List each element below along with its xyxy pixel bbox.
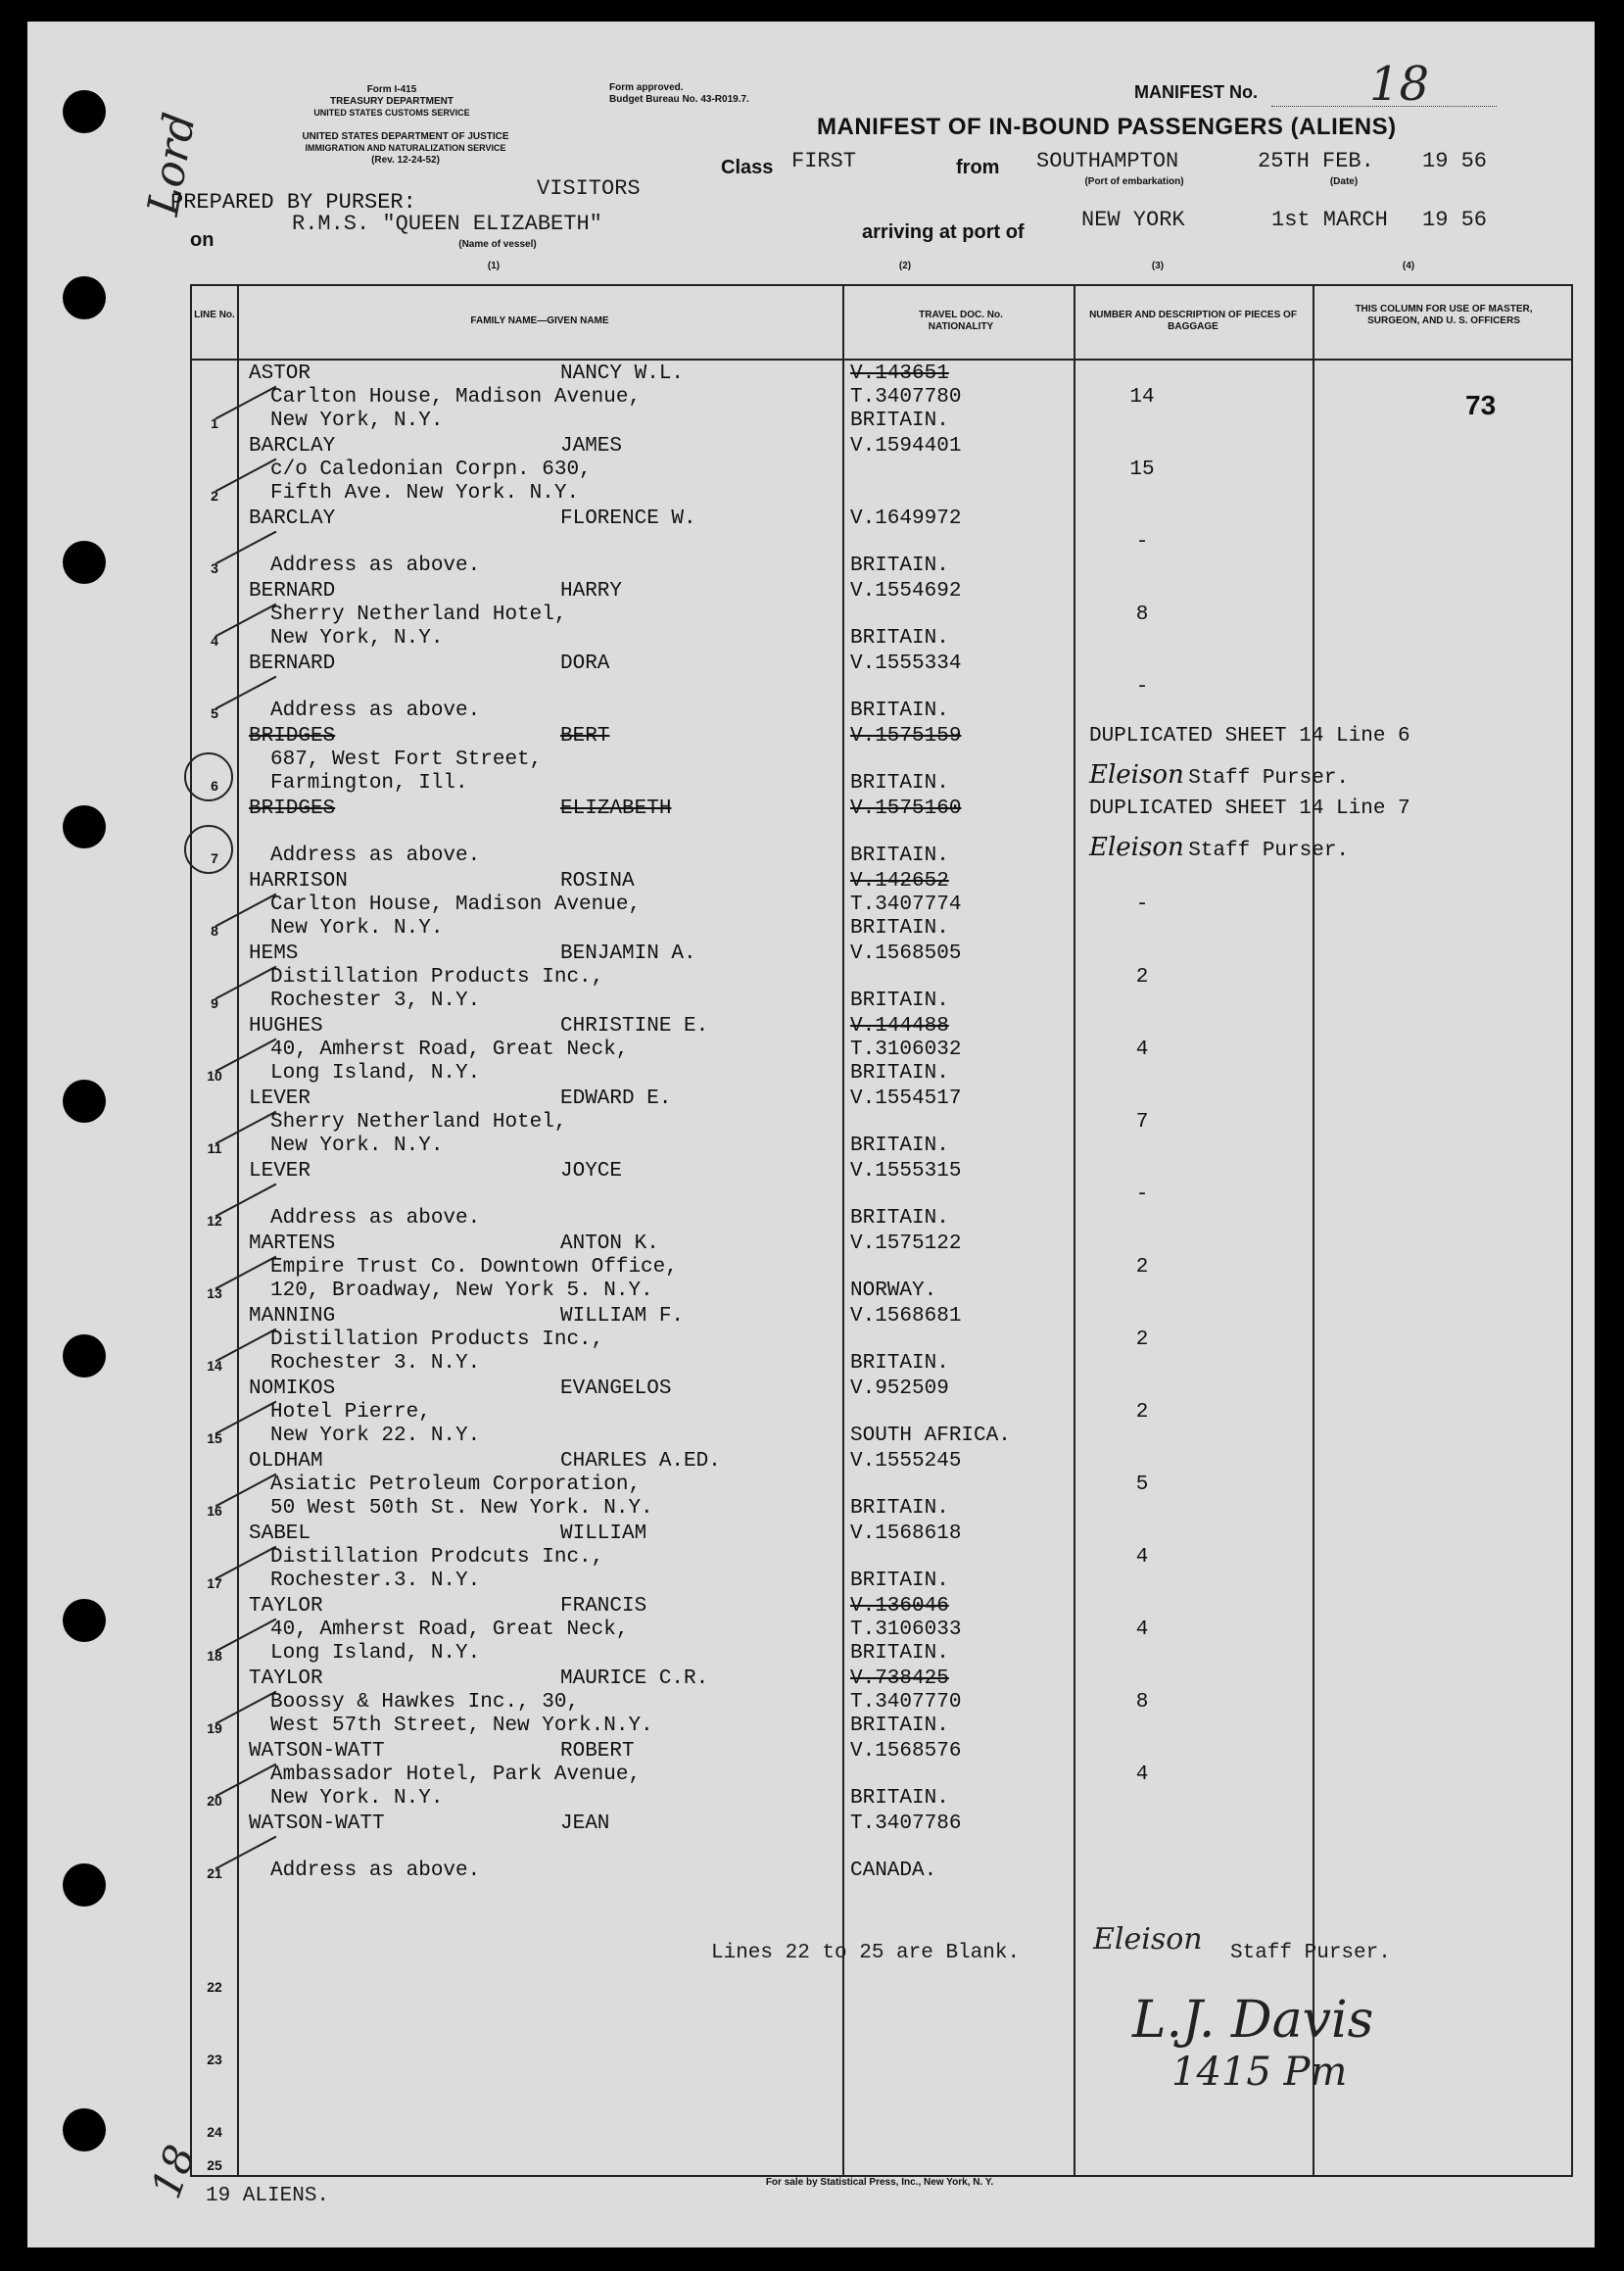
family-name: BARCLAY [249, 435, 336, 458]
punch-hole [63, 1599, 106, 1642]
struck-doc-number: V.1575160 [850, 797, 962, 820]
baggage-count: 14 [1129, 386, 1155, 409]
family-name: LEVER [249, 1087, 311, 1110]
nationality: BRITAIN. [850, 1787, 949, 1810]
table-row [192, 652, 1571, 725]
embark-date: 25TH FEB. [1258, 149, 1374, 173]
table-row [192, 1305, 1571, 1377]
on-label: on [190, 229, 215, 251]
baggage-count: - [1135, 894, 1149, 916]
table-row [192, 1740, 1571, 1812]
given-name: BENJAMIN A. [560, 942, 696, 965]
address-line-1: Boossy & Hawkes Inc., 30, [270, 1691, 580, 1714]
travel-doc-number: T.3407774 [850, 894, 962, 916]
arriving-label: arriving at port of [862, 221, 1025, 243]
baggage-count: 2 [1135, 1401, 1149, 1424]
family-name: MANNING [249, 1305, 336, 1328]
family-name: HEMS [249, 942, 299, 965]
struck-doc-number: V.1575159 [850, 725, 962, 748]
arrival-year: 19 56 [1422, 208, 1488, 232]
duplicate-note: DUPLICATED SHEET 14 Line 6 [1089, 725, 1410, 748]
struck-doc-number: V.738425 [850, 1667, 949, 1690]
address-line-2: Long Island, N.Y. [270, 1062, 481, 1085]
struck-doc-number: V.136046 [850, 1595, 949, 1618]
line-number: 2 [211, 488, 218, 504]
nationality: BRITAIN. [850, 1642, 949, 1665]
given-name: JAMES [560, 435, 623, 458]
address-line-1: Distillation Prodcuts Inc., [270, 1546, 604, 1569]
blank-line-number: 22 [207, 1979, 222, 1995]
address-line-1: c/o Caledonian Corpn. 630, [270, 459, 592, 481]
address-line-2: Address as above. [270, 700, 481, 722]
given-name: FLORENCE W. [560, 507, 696, 530]
given-name: CHRISTINE E. [560, 1015, 709, 1038]
purser-signature: Eleison [1089, 760, 1184, 790]
address-line-2: Fifth Ave. New York. N.Y. [270, 482, 580, 505]
baggage-count: 15 [1129, 459, 1155, 481]
address-line-1: Carlton House, Madison Avenue, [270, 386, 642, 409]
nationality: BRITAIN. [850, 772, 949, 795]
nationality: BRITAIN. [850, 845, 949, 867]
table-row [192, 1377, 1571, 1450]
punch-hole [63, 1334, 106, 1377]
punch-hole [63, 541, 106, 584]
prepared-by-label: PREPARED BY PURSER: [170, 190, 416, 215]
given-name: FRANCIS [560, 1595, 647, 1618]
total-aliens: 19 ALIENS. [206, 2185, 330, 2207]
table-row [192, 797, 1571, 870]
table-row [192, 1812, 1571, 1885]
officer-mark: 73 [1465, 390, 1497, 420]
travel-doc-number: T.3407770 [850, 1691, 962, 1714]
baggage-count: - [1135, 531, 1149, 554]
line-number: 18 [207, 1648, 222, 1664]
baggage-count: - [1135, 1184, 1149, 1206]
family-name: BRIDGES [249, 797, 336, 820]
travel-doc-number: T.3407780 [850, 386, 962, 409]
address-line-1: Hotel Pierre, [270, 1401, 431, 1424]
col-officers-header: THIS COLUMN FOR USE OF MASTER, SURGEON, AND U. S. OFFICERS [1355, 304, 1533, 326]
purser-title: Staff Purser. [1188, 840, 1350, 862]
nationality: BRITAIN. [850, 555, 949, 577]
printer-note: For sale by Statistical Press, Inc., New York, N. Y. [765, 2177, 994, 2188]
line-number: 17 [207, 1575, 222, 1591]
arrival-date: 1st MARCH [1271, 208, 1388, 232]
line-number: 15 [207, 1430, 222, 1446]
line-number: 1 [211, 415, 218, 431]
address-line-2: New York, N.Y. [270, 627, 444, 650]
struck-doc-number: V.1555315 [850, 1160, 962, 1183]
given-name: BERT [560, 725, 610, 748]
nationality: BRITAIN. [850, 700, 949, 722]
address-line-2: 50 West 50th St. New York. N.Y. [270, 1497, 653, 1520]
form-approved: Form approved. [609, 82, 684, 93]
family-name: TAYLOR [249, 1595, 323, 1618]
punch-hole [63, 90, 106, 133]
address-line-1: Sherry Netherland Hotel, [270, 604, 567, 626]
blank-line-number: 24 [207, 2124, 222, 2140]
family-name: MARTENS [249, 1232, 336, 1255]
line-number: 4 [211, 633, 218, 649]
vessel-note: (Name of vessel) [458, 239, 537, 250]
line-number: 7 [211, 850, 218, 866]
blank-line-number: 23 [207, 2052, 222, 2067]
class-value: FIRST [791, 149, 857, 173]
given-name: ELIZABETH [560, 797, 672, 820]
given-name: ROSINA [560, 870, 635, 893]
line-number: 20 [207, 1793, 222, 1809]
baggage-count: 8 [1135, 604, 1149, 626]
dept-immigration: IMMIGRATION AND NATURALIZATION SERVICE [305, 143, 506, 153]
baggage-count: 4 [1135, 1764, 1149, 1786]
family-name: SABEL [249, 1522, 311, 1545]
given-name: WILLIAM [560, 1522, 647, 1545]
line-number: 16 [207, 1503, 222, 1519]
purser-title: Staff Purser. [1188, 767, 1350, 790]
struck-doc-number: V.143651 [850, 362, 949, 385]
address-line-2: Address as above. [270, 555, 481, 577]
baggage-count: 4 [1135, 1039, 1149, 1061]
nationality: BRITAIN. [850, 1497, 949, 1520]
address-line-2: Address as above. [270, 1207, 481, 1230]
address-line-2: Address as above. [270, 845, 481, 867]
date-note: (Date) [1329, 176, 1359, 187]
address-line-2: Rochester 3. N.Y. [270, 1352, 481, 1375]
col-name-header: FAMILY NAME—GIVEN NAME [470, 315, 609, 326]
table-row [192, 507, 1571, 580]
punch-hole [63, 1080, 106, 1123]
family-name: ASTOR [249, 362, 311, 385]
dept-treasury: TREASURY DEPARTMENT [330, 96, 454, 107]
struck-doc-number: V.1568618 [850, 1522, 962, 1545]
family-name: BERNARD [249, 652, 336, 675]
address-line-1: 40, Amherst Road, Great Neck, [270, 1619, 629, 1641]
family-name: BERNARD [249, 580, 336, 603]
table-row [192, 1522, 1571, 1595]
address-line-2: New York 22. N.Y. [270, 1425, 481, 1447]
nationality: BRITAIN. [850, 990, 949, 1012]
address-line-2: New York. N.Y. [270, 1135, 444, 1157]
line-number: 13 [207, 1285, 222, 1301]
table-row [192, 1087, 1571, 1160]
given-name: HARRY [560, 580, 623, 603]
embark-year: 19 56 [1422, 149, 1488, 173]
travel-doc-number: T.3106032 [850, 1039, 962, 1061]
address-line-2: Rochester.3. N.Y. [270, 1570, 481, 1592]
baggage-count: 2 [1135, 1329, 1149, 1351]
address-line-1: Empire Trust Co. Downtown Office, [270, 1256, 678, 1279]
line-number: 12 [207, 1213, 222, 1229]
blank-lines-purser: Staff Purser. [1230, 1942, 1391, 1964]
line-number: 11 [207, 1140, 222, 1156]
embark-note: (Port of embarkation) [1084, 176, 1184, 187]
manifest-label: MANIFEST No. [1134, 82, 1258, 102]
nationality: BRITAIN. [850, 1207, 949, 1230]
address-line-1: Carlton House, Madison Avenue, [270, 894, 642, 916]
line-number: 14 [207, 1358, 222, 1374]
blank-line-number: 25 [207, 2157, 222, 2173]
address-line-1: Ambassador Hotel, Park Avenue, [270, 1764, 642, 1786]
purser-signoff [1089, 833, 1349, 862]
address-line-2: New York. N.Y. [270, 1787, 444, 1810]
given-name: DORA [560, 652, 610, 675]
blank-lines-sign: Eleison [1093, 1922, 1203, 1957]
line-number: 3 [211, 560, 218, 576]
table-row [192, 580, 1571, 652]
blank-lines-note: Lines 22 to 25 are Blank. [711, 1942, 1021, 1964]
purser-signature: Eleison [1089, 833, 1184, 862]
address-line-2: Rochester 3, N.Y. [270, 990, 481, 1012]
purser-signoff [1089, 760, 1349, 790]
col-line-header: LINE No. [194, 310, 235, 320]
given-name: EVANGELOS [560, 1377, 672, 1400]
family-name: HARRISON [249, 870, 348, 893]
address-line-2: 120, Broadway, New York 5. N.Y. [270, 1280, 653, 1302]
family-name: HUGHES [249, 1015, 323, 1038]
address-line-1: Distillation Products Inc., [270, 1329, 604, 1351]
punch-hole [63, 276, 106, 319]
officer-signature: L.J. Davis [1132, 1991, 1374, 2050]
baggage-count: 2 [1135, 966, 1149, 989]
given-name: WILLIAM F. [560, 1305, 685, 1328]
dept-customs: UNITED STATES CUSTOMS SERVICE [313, 108, 470, 118]
struck-doc-number: V.1554517 [850, 1087, 962, 1110]
table-row [192, 362, 1571, 435]
struck-doc-number: V.952509 [850, 1377, 949, 1400]
nationality: BRITAIN. [850, 1570, 949, 1592]
nationality: BRITAIN. [850, 1135, 949, 1157]
table-row [192, 435, 1571, 507]
given-name: MAURICE C.R. [560, 1667, 709, 1690]
circled-line-mark [184, 825, 233, 874]
address-line-1: 40, Amherst Road, Great Neck, [270, 1039, 629, 1061]
manifest-number: 18 [1369, 57, 1430, 112]
travel-doc-number: T.3106033 [850, 1619, 962, 1641]
duplicate-note: DUPLICATED SHEET 14 Line 7 [1089, 797, 1410, 820]
given-name: JEAN [560, 1812, 610, 1835]
embark-port: SOUTHAMPTON [1036, 149, 1179, 173]
struck-doc-number: T.3407786 [850, 1812, 962, 1835]
class-label: Class [721, 157, 774, 178]
address-line-1: Distillation Products Inc., [270, 966, 604, 989]
nationality: BRITAIN. [850, 1062, 949, 1085]
prepared-by-value: VISITORS [537, 176, 641, 201]
from-label: from [956, 157, 1000, 178]
family-name: NOMIKOS [249, 1377, 336, 1400]
family-name: LEVER [249, 1160, 311, 1183]
budget-bureau: Budget Bureau No. 43-R019.7. [609, 94, 749, 105]
baggage-count: 5 [1135, 1474, 1149, 1496]
table-row [192, 1015, 1571, 1087]
struck-doc-number: V.1554692 [850, 580, 962, 603]
struck-doc-number: V.1594401 [850, 435, 962, 458]
address-line-2: Farmington, Ill. [270, 772, 468, 795]
nationality: BRITAIN. [850, 627, 949, 650]
family-name: WATSON-WATT [249, 1740, 385, 1763]
family-name: TAYLOR [249, 1667, 323, 1690]
struck-doc-number: V.1568505 [850, 942, 962, 965]
baggage-count: 4 [1135, 1546, 1149, 1569]
line-number: 10 [207, 1068, 222, 1084]
table-row [192, 1595, 1571, 1667]
given-name: CHARLES A.ED. [560, 1450, 721, 1473]
arrival-port: NEW YORK [1081, 208, 1185, 232]
family-name: BARCLAY [249, 507, 336, 530]
address-line-2: Long Island, N.Y. [270, 1642, 481, 1665]
manifest-page [27, 22, 1595, 2247]
struck-doc-number: V.1568576 [850, 1740, 962, 1763]
col-num-1: (1) [487, 261, 501, 271]
vessel-name: R.M.S. "QUEEN ELIZABETH" [292, 212, 602, 236]
struck-doc-number: V.142652 [850, 870, 949, 893]
manifest-title: MANIFEST OF IN-BOUND PASSENGERS (ALIENS) [817, 114, 1397, 140]
baggage-count: - [1135, 676, 1149, 699]
struck-doc-number: V.1555334 [850, 652, 962, 675]
table-row [192, 870, 1571, 942]
baggage-count: 8 [1135, 1691, 1149, 1714]
passenger-table [190, 284, 1573, 2177]
table-row [192, 942, 1571, 1015]
address-line-1: 687, West Fort Street, [270, 749, 543, 771]
nationality: BRITAIN. [850, 410, 949, 432]
family-name: WATSON-WATT [249, 1812, 385, 1835]
nationality: SOUTH AFRICA. [850, 1425, 1011, 1447]
struck-doc-number: V.1649972 [850, 507, 962, 530]
col-num-3: (3) [1151, 261, 1165, 271]
nationality: BRITAIN. [850, 1352, 949, 1375]
table-row [192, 1450, 1571, 1522]
family-name: OLDHAM [249, 1450, 323, 1473]
nationality: BRITAIN. [850, 1715, 949, 1737]
baggage-count: 4 [1135, 1619, 1149, 1641]
family-name: BRIDGES [249, 725, 336, 748]
nationality: CANADA. [850, 1860, 937, 1882]
form-number: Form I-415 [366, 84, 417, 95]
col-baggage-header: NUMBER AND DESCRIPTION OF PIECES OF BAGGAGE [1089, 310, 1297, 332]
struck-doc-number: V.1575122 [850, 1232, 962, 1255]
address-line-1: Sherry Netherland Hotel, [270, 1111, 567, 1134]
form-revision: (Rev. 12-24-52) [371, 155, 440, 166]
baggage-count: 7 [1135, 1111, 1149, 1134]
struck-doc-number: V.1568681 [850, 1305, 962, 1328]
line-number: 6 [211, 778, 218, 794]
address-line-2: Address as above. [270, 1860, 481, 1882]
line-number: 21 [207, 1865, 222, 1881]
given-name: ANTON K. [560, 1232, 659, 1255]
table-row [192, 1160, 1571, 1232]
line-number: 8 [211, 923, 218, 939]
address-line-2: New York. N.Y. [270, 917, 444, 940]
line-number: 19 [207, 1720, 222, 1736]
punch-hole [63, 1863, 106, 1907]
given-name: ROBERT [560, 1740, 635, 1763]
address-line-1: Asiatic Petroleum Corporation, [270, 1474, 642, 1496]
given-name: JOYCE [560, 1160, 623, 1183]
punch-hole [63, 2108, 106, 2151]
address-line-2: West 57th Street, New York.N.Y. [270, 1715, 653, 1737]
table-row [192, 725, 1571, 797]
col-num-4: (4) [1402, 261, 1415, 271]
given-name: NANCY W.L. [560, 362, 685, 385]
punch-hole [63, 805, 106, 848]
struck-doc-number: V.1555245 [850, 1450, 962, 1473]
circled-line-mark [184, 752, 233, 801]
nationality: NORWAY. [850, 1280, 937, 1302]
margin-note-top: Lord [138, 109, 206, 219]
line-number: 5 [211, 705, 218, 721]
line-number: 9 [211, 995, 218, 1011]
table-row [192, 1667, 1571, 1740]
officer-signature-note: 1415 Pm [1171, 2050, 1348, 2095]
address-line-2: New York, N.Y. [270, 410, 444, 432]
col-num-2: (2) [898, 261, 912, 271]
margin-note-bottom: 18 [141, 2139, 205, 2204]
dept-justice: UNITED STATES DEPARTMENT OF JUSTICE [302, 131, 509, 142]
table-row [192, 1232, 1571, 1305]
col-doc-header: TRAVEL DOC. No. NATIONALITY [919, 310, 1003, 332]
baggage-count: 2 [1135, 1256, 1149, 1279]
nationality: BRITAIN. [850, 917, 949, 940]
given-name: EDWARD E. [560, 1087, 672, 1110]
struck-doc-number: V.144488 [850, 1015, 949, 1038]
